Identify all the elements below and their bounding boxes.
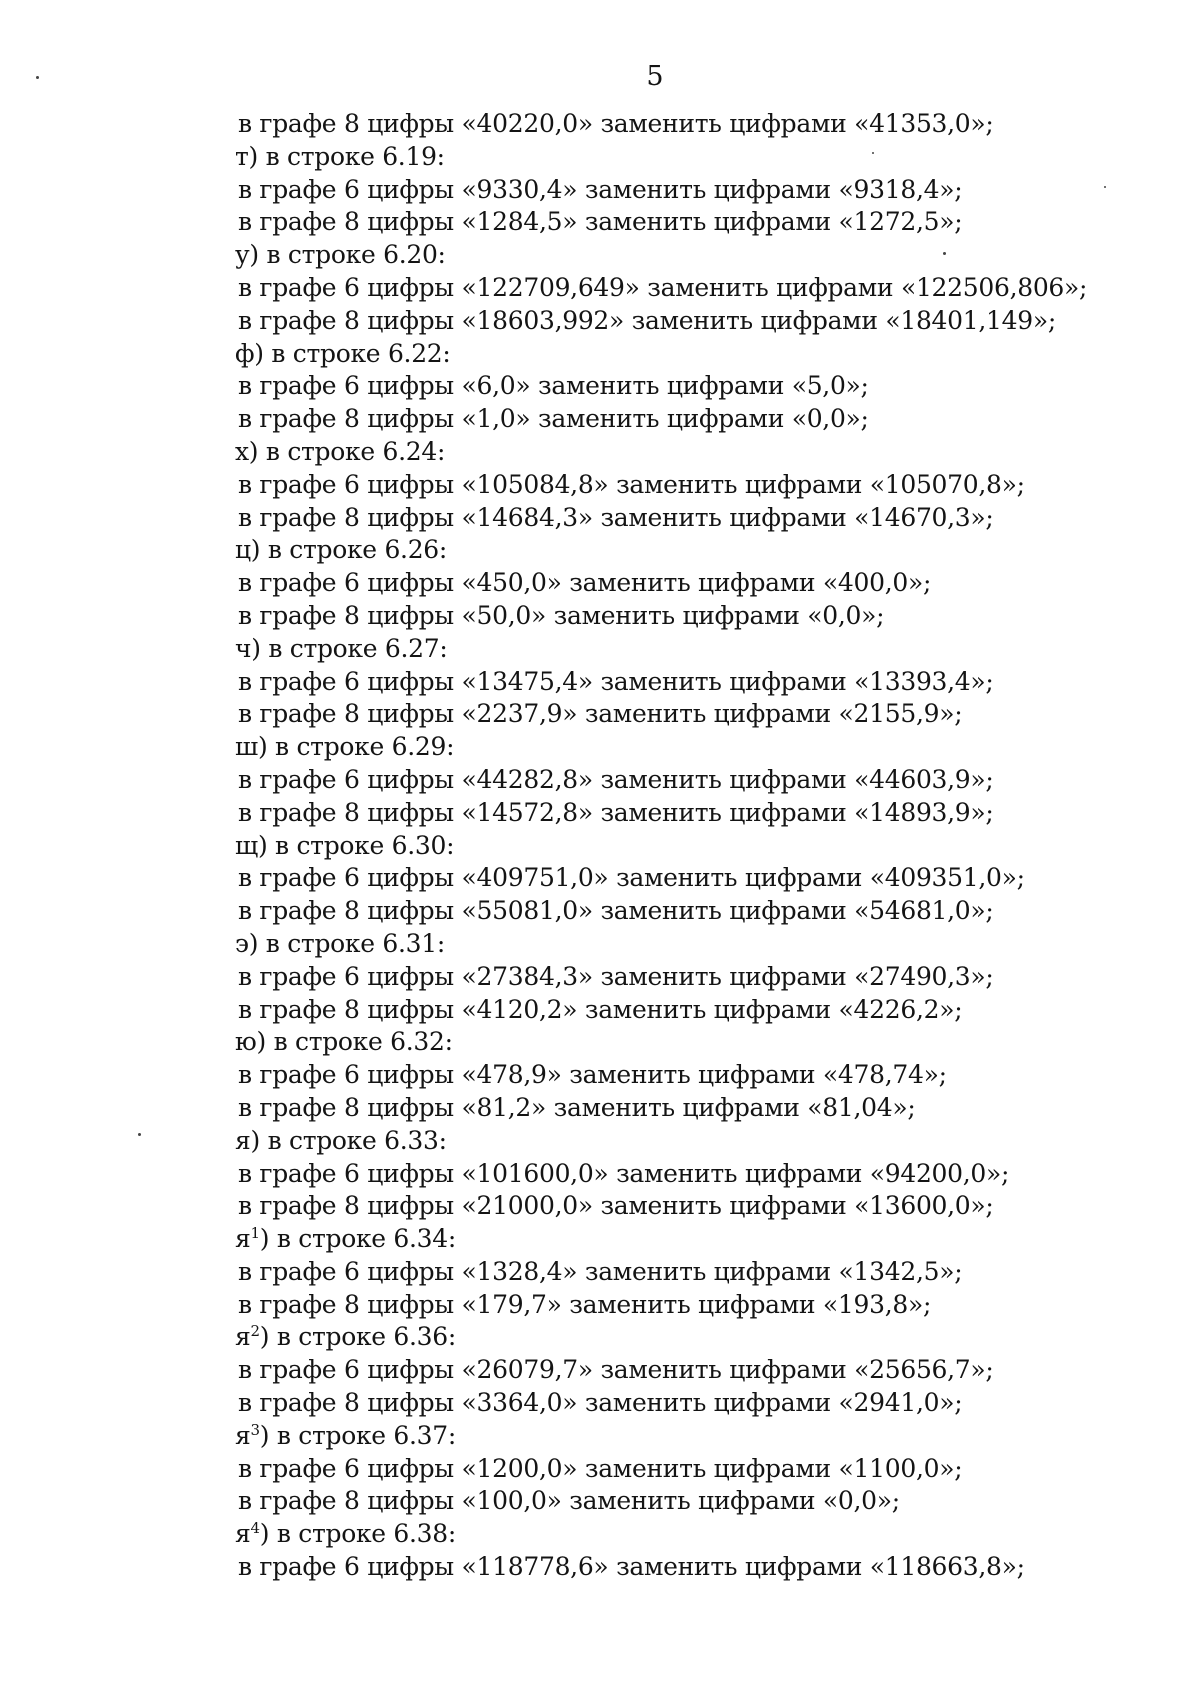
line-text: в графе 8 цифры «3364,0» заменить цифрами «2941,0»;	[238, 1388, 963, 1418]
scan-speck	[872, 152, 874, 154]
section-heading	[235, 338, 1178, 371]
text-line	[238, 895, 1178, 928]
line-text: в графе 8 цифры «18603,992» заменить цифрами «18401,149»;	[238, 305, 1056, 335]
line-text: ) в строке 6.37:	[259, 1420, 456, 1450]
text-line	[238, 764, 1178, 797]
section-heading	[235, 1125, 1178, 1158]
heading-letter: я	[235, 1224, 251, 1254]
line-text: в графе 8 цифры «4120,2» заменить цифрами «4226,2»;	[238, 994, 963, 1024]
line-text: ш) в строке 6.29:	[235, 732, 455, 762]
text-line	[238, 1387, 1178, 1420]
line-text: я) в строке 6.33:	[235, 1125, 447, 1155]
text-line	[238, 272, 1178, 305]
text-line	[238, 666, 1178, 699]
line-text: в графе 6 цифры «1328,4» заменить цифрами «1342,5»;	[238, 1256, 963, 1286]
line-text: в графе 6 цифры «118778,6» заменить цифрами «118663,8»;	[238, 1552, 1025, 1582]
section-heading	[235, 141, 1178, 174]
text-line	[238, 1453, 1178, 1486]
line-text: в графе 6 цифры «122709,649» заменить цифрами «122506,806»;	[238, 272, 1088, 302]
line-text: в графе 8 цифры «50,0» заменить цифрами «0,0»;	[238, 600, 885, 630]
line-text: ц) в строке 6.26:	[235, 535, 448, 565]
text-line	[238, 206, 1178, 239]
section-heading	[235, 731, 1178, 764]
heading-superscript: 1	[250, 1224, 260, 1243]
scan-speck	[943, 252, 946, 255]
text-line	[238, 1256, 1178, 1289]
page-number: 5	[646, 61, 664, 92]
section-heading	[235, 436, 1178, 469]
text-line	[238, 1092, 1178, 1125]
text-line	[238, 862, 1178, 895]
line-text: в графе 6 цифры «409751,0» заменить цифрами «409351,0»;	[238, 863, 1025, 893]
section-heading	[235, 1518, 1178, 1551]
text-line	[238, 1485, 1178, 1518]
line-text: в графе 8 цифры «2237,9» заменить цифрами «2155,9»;	[238, 699, 963, 729]
text-line	[238, 305, 1178, 338]
line-text: в графе 6 цифры «6,0» заменить цифрами «5,0»;	[238, 371, 869, 401]
scan-speck	[36, 76, 39, 79]
line-text: в графе 8 цифры «14684,3» заменить цифрами «14670,3»;	[238, 502, 994, 532]
heading-letter: я	[235, 1519, 251, 1549]
text-line	[238, 1059, 1178, 1092]
line-text: в графе 6 цифры «13475,4» заменить цифрами «13393,4»;	[238, 666, 994, 696]
line-text: в графе 6 цифры «450,0» заменить цифрами «400,0»;	[238, 568, 932, 598]
text-line	[238, 108, 1178, 141]
line-text: в графе 8 цифры «81,2» заменить цифрами «81,04»;	[238, 1092, 916, 1122]
line-text: в графе 6 цифры «1200,0» заменить цифрами «1100,0»;	[238, 1453, 963, 1483]
scan-speck	[1104, 186, 1106, 188]
line-text: ) в строке 6.36:	[259, 1322, 456, 1352]
text-line	[238, 600, 1178, 633]
text-line	[238, 961, 1178, 994]
text-line	[238, 1354, 1178, 1387]
line-text: ю) в строке 6.32:	[235, 1027, 453, 1057]
text-line	[238, 174, 1178, 207]
section-heading	[235, 633, 1178, 666]
text-line	[238, 1289, 1178, 1322]
heading-superscript: 2	[250, 1322, 260, 1341]
text-line	[238, 797, 1178, 830]
section-heading	[235, 928, 1178, 961]
line-text: в графе 6 цифры «44282,8» заменить цифрами «44603,9»;	[238, 764, 994, 794]
scan-speck	[138, 1133, 141, 1136]
line-text: в графе 8 цифры «40220,0» заменить цифрами «41353,0»;	[238, 109, 994, 138]
line-text: в графе 6 цифры «26079,7» заменить цифрами «25656,7»;	[238, 1355, 994, 1385]
text-line	[238, 1551, 1178, 1584]
section-heading	[235, 1321, 1178, 1354]
heading-letter: я	[235, 1322, 251, 1352]
section-heading	[235, 1223, 1178, 1256]
section-heading	[235, 830, 1178, 863]
line-text: в графе 6 цифры «105084,8» заменить цифрами «105070,8»;	[238, 469, 1025, 499]
text-line	[238, 502, 1178, 535]
line-text: в графе 8 цифры «14572,8» заменить цифрами «14893,9»;	[238, 797, 994, 827]
text-line	[238, 469, 1178, 502]
line-text: в графе 6 цифры «9330,4» заменить цифрами «9318,4»;	[238, 174, 963, 204]
line-text: в графе 8 цифры «1284,5» заменить цифрами «1272,5»;	[238, 207, 963, 237]
line-text: щ) в строке 6.30:	[235, 830, 455, 860]
section-heading	[235, 1026, 1178, 1059]
line-text: ф) в строке 6.22:	[235, 338, 451, 368]
line-text: в графе 8 цифры «55081,0» заменить цифрами «54681,0»;	[238, 896, 994, 926]
line-text: х) в строке 6.24:	[235, 436, 446, 466]
line-text: т) в строке 6.19:	[235, 141, 445, 171]
text-line	[238, 698, 1178, 731]
line-text: ) в строке 6.34:	[259, 1224, 456, 1254]
section-heading	[235, 239, 1178, 272]
text-line	[238, 1190, 1178, 1223]
section-heading	[235, 1420, 1178, 1453]
text-line	[238, 403, 1178, 436]
document-body	[235, 108, 1178, 1584]
section-heading	[235, 534, 1178, 567]
text-line	[238, 370, 1178, 403]
text-line	[238, 1158, 1178, 1191]
line-text: в графе 6 цифры «478,9» заменить цифрами «478,74»;	[238, 1060, 947, 1090]
line-text: ) в строке 6.38:	[259, 1519, 456, 1549]
heading-superscript: 3	[250, 1420, 260, 1439]
line-text: в графе 8 цифры «21000,0» заменить цифрами «13600,0»;	[238, 1191, 994, 1221]
line-text: ч) в строке 6.27:	[235, 633, 448, 663]
heading-letter: я	[235, 1420, 251, 1450]
text-line	[238, 567, 1178, 600]
heading-superscript: 4	[250, 1519, 260, 1538]
line-text: э) в строке 6.31:	[235, 928, 445, 958]
line-text: в графе 6 цифры «27384,3» заменить цифрами «27490,3»;	[238, 961, 994, 991]
line-text: у) в строке 6.20:	[235, 240, 446, 270]
line-text: в графе 6 цифры «101600,0» заменить цифрами «94200,0»;	[238, 1158, 1010, 1188]
text-line	[238, 994, 1178, 1027]
line-text: в графе 8 цифры «100,0» заменить цифрами «0,0»;	[238, 1486, 900, 1516]
line-text: в графе 8 цифры «1,0» заменить цифрами «0,0»;	[238, 404, 869, 434]
line-text: в графе 8 цифры «179,7» заменить цифрами «193,8»;	[238, 1289, 932, 1319]
